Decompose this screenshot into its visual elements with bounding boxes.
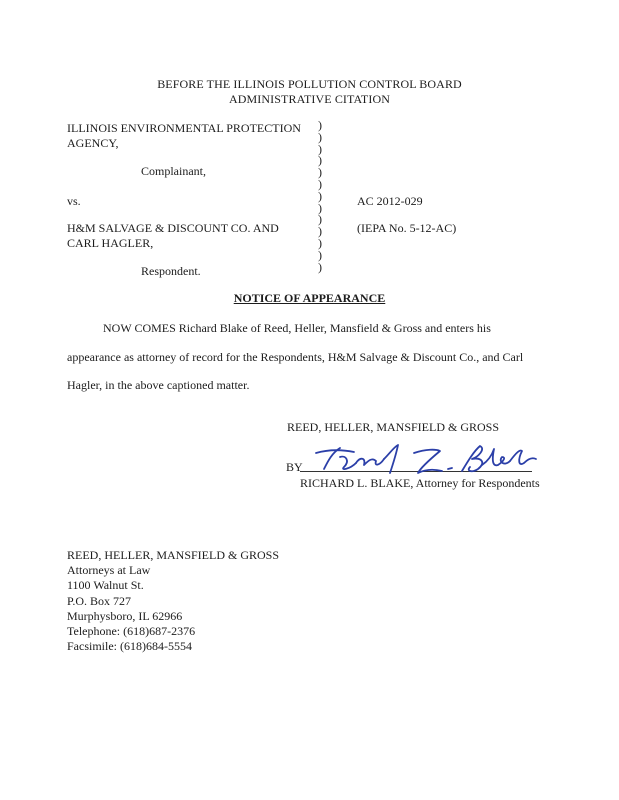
iepa-number: (IEPA No. 5-12-AC) xyxy=(357,221,457,235)
paren-mark: ) xyxy=(318,165,322,180)
paren-mark: ) xyxy=(318,259,322,274)
notice-title: NOTICE OF APPEARANCE xyxy=(233,291,386,305)
notice-line-2: appearance as attorney of record for the Respondents, H&M Salvage & Discount Co., and Carl xyxy=(67,350,524,364)
complainant-name-line1: ILLINOIS ENVIRONMENTAL PROTECTION xyxy=(67,121,301,135)
paren-mark: ) xyxy=(318,141,322,156)
complainant-name-line2: AGENCY, xyxy=(67,136,119,150)
address-facsimile: Facsimile: (618)684-5554 xyxy=(67,639,192,654)
complainant-role: Complainant, xyxy=(141,164,206,178)
address-line: Murphysboro, IL 62966 xyxy=(67,608,183,623)
address-firm: REED, HELLER, MANSFIELD & GROSS xyxy=(67,548,280,562)
paren-mark: ) xyxy=(318,247,322,262)
notice-line-1: NOW COMES Richard Blake of Reed, Heller, Mansfield & Gross and enters his xyxy=(103,321,491,335)
handwritten-signature xyxy=(310,443,538,477)
paren-mark: ) xyxy=(318,176,322,191)
notice-line-3: Hagler, in the above captioned matter. xyxy=(67,378,250,392)
paren-mark: ) xyxy=(318,118,322,132)
respondent-name-line1: H&M SALVAGE & DISCOUNT CO. AND xyxy=(67,221,279,235)
address-telephone: Telephone: (618)687-2376 xyxy=(67,624,196,639)
respondent-role: Respondent. xyxy=(141,264,201,278)
signature-firm-name: REED, HELLER, MANSFIELD & GROSS xyxy=(287,420,500,434)
respondent-name-line2: CARL HAGLER, xyxy=(67,236,154,250)
paren-mark: ) xyxy=(318,224,322,239)
by-label: BY xyxy=(286,460,303,474)
address-line: 1100 Walnut St. xyxy=(67,578,144,593)
paren-mark: ) xyxy=(318,212,322,227)
address-line: Attorneys at Law xyxy=(67,563,151,578)
versus-label: vs. xyxy=(67,194,81,208)
paren-mark: ) xyxy=(318,188,322,203)
paren-mark: ) xyxy=(318,200,322,215)
paren-mark: ) xyxy=(318,129,322,144)
paren-mark: ) xyxy=(318,153,322,168)
court-name: BEFORE THE ILLINOIS POLLUTION CONTROL BOARD xyxy=(157,77,462,91)
citation-type: ADMINISTRATIVE CITATION xyxy=(229,92,390,106)
address-block xyxy=(67,548,279,654)
case-number: AC 2012-029 xyxy=(357,194,423,208)
signer-name: RICHARD L. BLAKE, Attorney for Respondents xyxy=(300,476,540,490)
paren-mark: ) xyxy=(318,235,322,250)
address-line: P.O. Box 727 xyxy=(67,593,132,608)
caption-divider xyxy=(318,120,322,273)
